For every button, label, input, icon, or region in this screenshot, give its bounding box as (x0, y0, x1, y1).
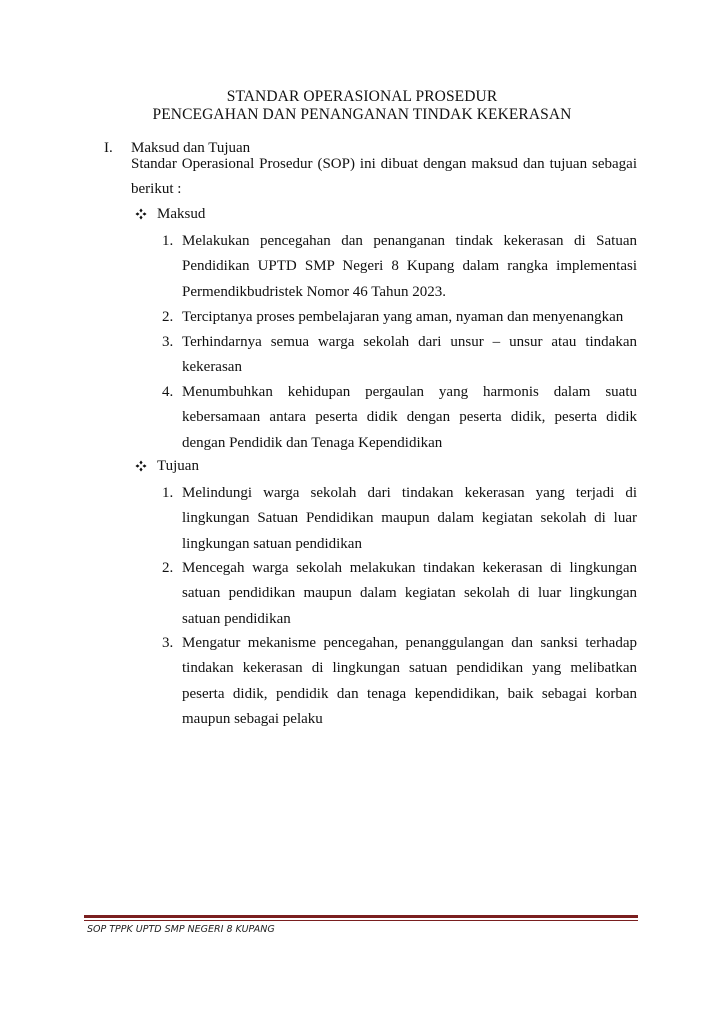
tujuan-bullet (135, 457, 199, 475)
footer-rule-thin (84, 920, 638, 921)
section-intro: Standar Operasional Prosedur (SOP) ini dibuat dengan maksud dan tujuan sebagai berikut : (131, 156, 637, 198)
document-title-line-2: PENCEGAHAN DAN PENANGANAN TINDAK KEKERASAN (152, 106, 572, 123)
tujuan-item-text: Melindungi warga sekolah dari tindakan kekerasan yang terjadi di lingkungan Satuan Pendidikan maupun dalam kegiatan sekolah di luar lingkungan satuan pendidikan (182, 485, 637, 552)
section-heading: Maksud dan Tujuan (131, 140, 251, 156)
maksud-bullet (135, 205, 205, 223)
tujuan-label: Tujuan (157, 458, 199, 474)
tujuan-item-number: 2. (162, 560, 174, 576)
maksud-label: Maksud (157, 206, 206, 222)
maksud-item-text: Melakukan pencegahan dan penanganan tindak kekerasan di Satuan Pendidikan UPTD SMP Negeri 8 Kupang dalam rangka implementasi Permendikbudristek Nomor 46 Tahun 2023. (182, 233, 637, 300)
tujuan-item-text: Mencegah warga sekolah melakukan tindakan kekerasan di lingkungan satuan pendidikan maupun dalam kegiatan sekolah di luar lingkungan satuan pendidikan (182, 560, 637, 627)
maksud-item-text: Menumbuhkan kehidupan pergaulan yang harmonis dalam suatu kebersamaan antara peserta didik dengan peserta didik, peserta didik dengan Pendidik dan Tenaga Kependidikan (182, 384, 637, 451)
tujuan-item-number: 1. (162, 485, 174, 501)
four-diamond-bullet-icon (135, 208, 147, 220)
maksud-item-text: Terhindarnya semua warga sekolah dari unsur – unsur atau tindakan kekerasan (182, 334, 637, 376)
footer-rule (84, 915, 638, 918)
maksud-item-number: 4. (162, 384, 174, 400)
tujuan-item-text: Mengatur mekanisme pencegahan, penanggulangan dan sanksi terhadap tindakan kekerasan di lingkungan satuan pendidikan yang melibatkan peserta didik, pendidik dan tenaga kependidikan, baik sebagai korban maupun sebagai pelaku (182, 635, 637, 727)
four-diamond-bullet-icon (135, 460, 147, 472)
document-title-line-1: STANDAR OPERASIONAL PROSEDUR (226, 88, 498, 105)
maksud-item-number: 3. (162, 334, 174, 350)
maksud-item-text: Terciptanya proses pembelajaran yang aman, nyaman dan menyenangkan (182, 309, 624, 325)
maksud-item-number: 1. (162, 233, 174, 249)
footer-text: SOP TPPK UPTD SMP NEGERI 8 KUPANG (87, 924, 275, 935)
tujuan-item-number: 3. (162, 635, 174, 651)
maksud-item-number: 2. (162, 309, 174, 325)
section-number: I. (104, 140, 113, 156)
